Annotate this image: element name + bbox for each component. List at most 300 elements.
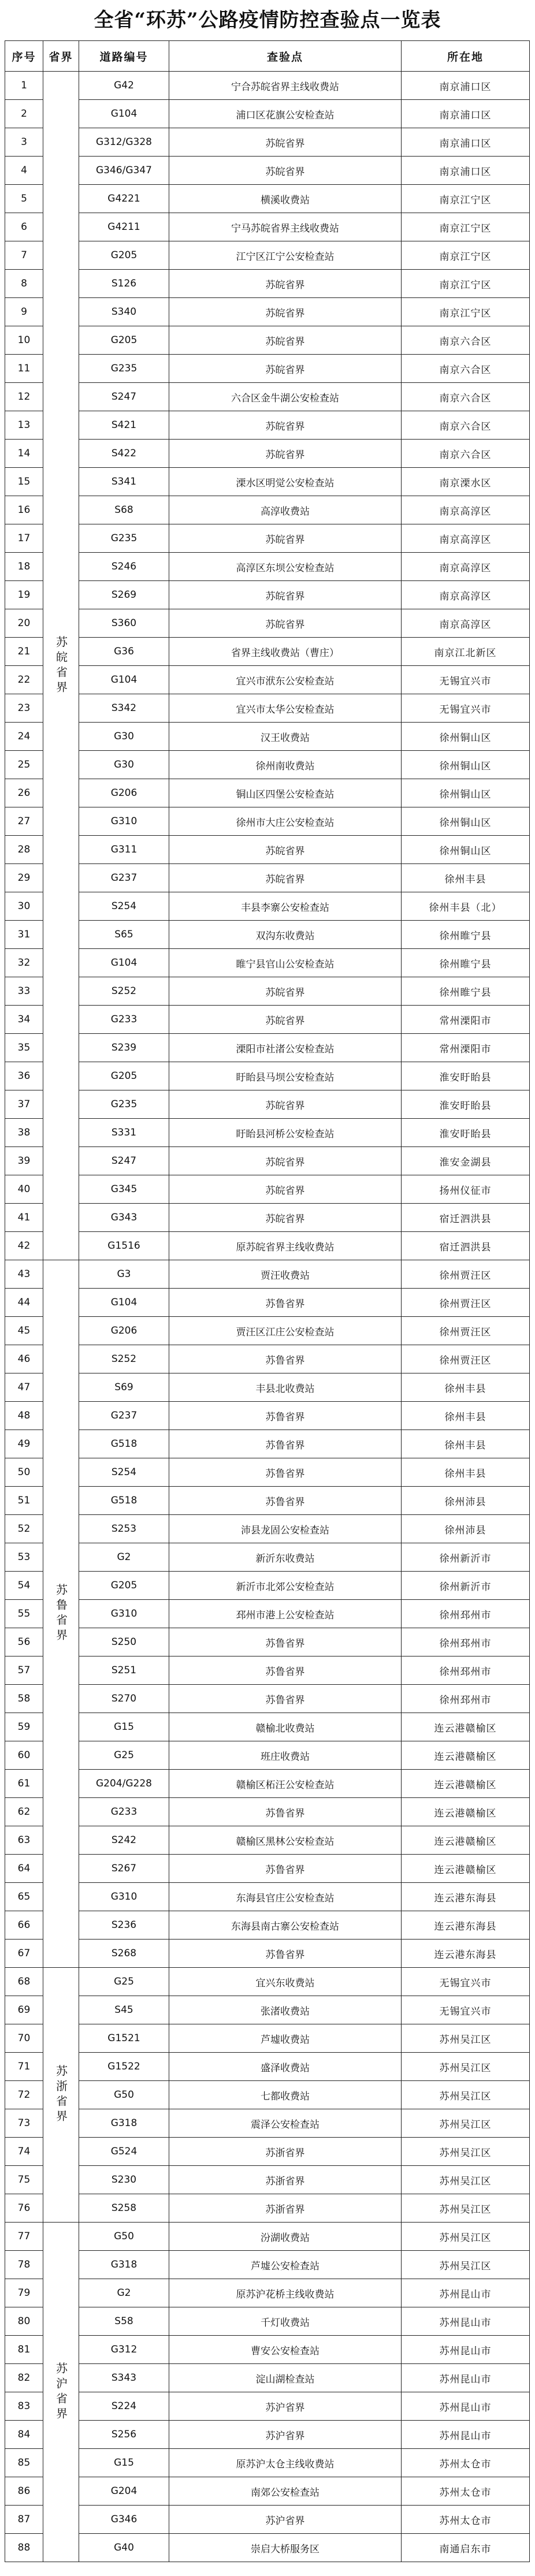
location-cell: 苏州太仓市 bbox=[402, 2506, 530, 2534]
table-row bbox=[5, 2307, 530, 2336]
table-row bbox=[5, 1713, 530, 1741]
location-cell: 苏州昆山市 bbox=[402, 2421, 530, 2449]
location-cell: 南京江宁区 bbox=[402, 298, 530, 326]
road-number-cell: S58 bbox=[79, 2307, 169, 2336]
road-number-cell: S230 bbox=[79, 2166, 169, 2194]
table-row bbox=[5, 581, 530, 609]
road-number-cell: S422 bbox=[79, 440, 169, 468]
checkpoint-cell: 芦墟收费站 bbox=[169, 2024, 402, 2053]
location-cell: 徐州新沂市 bbox=[402, 1543, 530, 1572]
location-cell: 苏州太仓市 bbox=[402, 2477, 530, 2506]
table-row bbox=[5, 1430, 530, 1458]
row-index: 38 bbox=[5, 1119, 43, 1147]
row-index: 23 bbox=[5, 694, 43, 723]
row-index: 56 bbox=[5, 1628, 43, 1656]
location-cell: 南京高淳区 bbox=[402, 581, 530, 609]
row-index: 2 bbox=[5, 100, 43, 128]
table-row bbox=[5, 1090, 530, 1119]
row-index: 57 bbox=[5, 1656, 43, 1685]
road-number-cell: S236 bbox=[79, 1911, 169, 1940]
row-index: 66 bbox=[5, 1911, 43, 1940]
checkpoint-cell: 苏浙省界 bbox=[169, 2166, 402, 2194]
row-index: 42 bbox=[5, 1232, 43, 1260]
road-number-cell: G36 bbox=[79, 638, 169, 666]
location-cell: 连云港赣榆区 bbox=[402, 1855, 530, 1883]
table-row bbox=[5, 2279, 530, 2307]
road-number-cell: G42 bbox=[79, 72, 169, 100]
location-cell: 徐州贾汪区 bbox=[402, 1289, 530, 1317]
checkpoint-cell: 徐州市大庄公安检查站 bbox=[169, 807, 402, 836]
location-cell: 连云港赣榆区 bbox=[402, 1713, 530, 1741]
checkpoint-cell: 苏皖省界 bbox=[169, 440, 402, 468]
location-cell: 南京江宁区 bbox=[402, 185, 530, 213]
road-number-cell: S68 bbox=[79, 496, 169, 524]
road-number-cell: G204/G228 bbox=[79, 1770, 169, 1798]
location-cell: 连云港赣榆区 bbox=[402, 1741, 530, 1770]
row-index: 63 bbox=[5, 1826, 43, 1855]
checkpoint-cell: 苏鲁省界 bbox=[169, 1402, 402, 1430]
table-row bbox=[5, 1175, 530, 1204]
location-cell: 徐州睢宁县 bbox=[402, 949, 530, 977]
checkpoint-cell: 七都收费站 bbox=[169, 2081, 402, 2109]
road-number-cell: S252 bbox=[79, 1345, 169, 1373]
row-index: 70 bbox=[5, 2024, 43, 2053]
row-index: 85 bbox=[5, 2449, 43, 2477]
location-cell: 常州溧阳市 bbox=[402, 1006, 530, 1034]
checkpoint-cell: 赣榆区黑林公安检查站 bbox=[169, 1826, 402, 1855]
location-cell: 徐州丰县 bbox=[402, 1430, 530, 1458]
checkpoint-cell: 沛县龙固公安检查站 bbox=[169, 1515, 402, 1543]
row-index: 74 bbox=[5, 2138, 43, 2166]
row-index: 10 bbox=[5, 326, 43, 355]
location-cell: 徐州铜山区 bbox=[402, 723, 530, 751]
road-number-cell: S343 bbox=[79, 2364, 169, 2392]
province-border-cell: 苏浙省界 bbox=[43, 1968, 79, 2223]
road-number-cell: G310 bbox=[79, 807, 169, 836]
row-index: 22 bbox=[5, 666, 43, 694]
location-cell: 徐州铜山区 bbox=[402, 807, 530, 836]
checkpoint-cell: 丰县北收费站 bbox=[169, 1373, 402, 1402]
row-index: 3 bbox=[5, 128, 43, 157]
road-number-cell: G237 bbox=[79, 1402, 169, 1430]
row-index: 78 bbox=[5, 2251, 43, 2279]
location-cell: 苏州昆山市 bbox=[402, 2307, 530, 2336]
checkpoint-cell: 苏皖省界 bbox=[169, 157, 402, 185]
checkpoint-cell: 溧阳市社渚公安检查站 bbox=[169, 1034, 402, 1062]
checkpoint-cell: 省界主线收费站（曹庄） bbox=[169, 638, 402, 666]
checkpoint-cell: 赣榆区柘汪公安检查站 bbox=[169, 1770, 402, 1798]
row-index: 82 bbox=[5, 2364, 43, 2392]
road-number-cell: G104 bbox=[79, 949, 169, 977]
checkpoint-cell: 高淳区东坝公安检查站 bbox=[169, 553, 402, 581]
row-index: 45 bbox=[5, 1317, 43, 1345]
location-cell: 苏州昆山市 bbox=[402, 2279, 530, 2307]
road-number-cell: S360 bbox=[79, 609, 169, 638]
checkpoint-cell: 苏沪省界 bbox=[169, 2392, 402, 2421]
table-row bbox=[5, 892, 530, 921]
road-number-cell: G25 bbox=[79, 1968, 169, 1996]
table-row bbox=[5, 949, 530, 977]
road-number-cell: G204 bbox=[79, 2477, 169, 2506]
row-index: 44 bbox=[5, 1289, 43, 1317]
road-number-cell: G318 bbox=[79, 2109, 169, 2138]
checkpoint-cell: 邳州市港上公安检查站 bbox=[169, 1600, 402, 1628]
road-number-cell: S254 bbox=[79, 1458, 169, 1487]
location-cell: 南京浦口区 bbox=[402, 128, 530, 157]
row-index: 21 bbox=[5, 638, 43, 666]
road-number-cell: S269 bbox=[79, 581, 169, 609]
row-index: 55 bbox=[5, 1600, 43, 1628]
road-number-cell: G206 bbox=[79, 1317, 169, 1345]
checkpoint-cell: 苏皖省界 bbox=[169, 524, 402, 553]
row-index: 68 bbox=[5, 1968, 43, 1996]
road-number-cell: S267 bbox=[79, 1855, 169, 1883]
road-number-cell: G524 bbox=[79, 2138, 169, 2166]
road-number-cell: G346 bbox=[79, 2506, 169, 2534]
row-index: 61 bbox=[5, 1770, 43, 1798]
checkpoint-cell: 苏沪省界 bbox=[169, 2506, 402, 2534]
road-number-cell: G518 bbox=[79, 1430, 169, 1458]
table-row bbox=[5, 2449, 530, 2477]
road-number-cell: S239 bbox=[79, 1034, 169, 1062]
checkpoint-cell: 苏鲁省界 bbox=[169, 1487, 402, 1515]
table-row bbox=[5, 723, 530, 751]
table-row bbox=[5, 864, 530, 892]
table-row bbox=[5, 2166, 530, 2194]
table-row bbox=[5, 2053, 530, 2081]
checkpoint-cell: 宜兴市洑东公安检查站 bbox=[169, 666, 402, 694]
location-cell: 连云港赣榆区 bbox=[402, 1770, 530, 1798]
road-number-cell: G205 bbox=[79, 241, 169, 270]
checkpoint-cell: 苏鲁省界 bbox=[169, 1458, 402, 1487]
table-row bbox=[5, 355, 530, 383]
table-row bbox=[5, 1515, 530, 1543]
checkpoint-cell: 淀山湖检查站 bbox=[169, 2364, 402, 2392]
table-row bbox=[5, 2506, 530, 2534]
checkpoint-cell: 六合区金牛湖公安检查站 bbox=[169, 383, 402, 411]
table-row bbox=[5, 185, 530, 213]
road-number-cell: G318 bbox=[79, 2251, 169, 2279]
location-cell: 南京六合区 bbox=[402, 326, 530, 355]
road-number-cell: G235 bbox=[79, 355, 169, 383]
row-index: 40 bbox=[5, 1175, 43, 1204]
location-cell: 南京高淳区 bbox=[402, 553, 530, 581]
location-cell: 苏州太仓市 bbox=[402, 2449, 530, 2477]
checkpoint-cell: 宁马苏皖省界主线收费站 bbox=[169, 213, 402, 241]
location-cell: 徐州邳州市 bbox=[402, 1656, 530, 1685]
row-index: 17 bbox=[5, 524, 43, 553]
province-border-cell: 苏鲁省界 bbox=[43, 1260, 79, 1968]
road-number-cell: G311 bbox=[79, 836, 169, 864]
checkpoint-cell: 苏皖省界 bbox=[169, 581, 402, 609]
table-row bbox=[5, 1572, 530, 1600]
road-number-cell: G4211 bbox=[79, 213, 169, 241]
checkpoint-cell: 苏浙省界 bbox=[169, 2138, 402, 2166]
road-number-cell: G2 bbox=[79, 2279, 169, 2307]
road-number-cell: S331 bbox=[79, 1119, 169, 1147]
location-cell: 无锡宜兴市 bbox=[402, 694, 530, 723]
table-row bbox=[5, 1883, 530, 1911]
checkpoint-cell: 苏皖省界 bbox=[169, 326, 402, 355]
road-number-cell: G1521 bbox=[79, 2024, 169, 2053]
table-row bbox=[5, 1204, 530, 1232]
row-index: 47 bbox=[5, 1373, 43, 1402]
checkpoint-cell: 苏皖省界 bbox=[169, 836, 402, 864]
location-cell: 徐州邳州市 bbox=[402, 1628, 530, 1656]
row-index: 86 bbox=[5, 2477, 43, 2506]
table-row bbox=[5, 553, 530, 581]
row-index: 5 bbox=[5, 185, 43, 213]
checkpoint-cell: 苏鲁省界 bbox=[169, 1940, 402, 1968]
location-cell: 苏州昆山市 bbox=[402, 2392, 530, 2421]
row-index: 25 bbox=[5, 751, 43, 779]
checkpoint-cell: 江宁区江宁公安检查站 bbox=[169, 241, 402, 270]
road-number-cell: S69 bbox=[79, 1373, 169, 1402]
row-index: 60 bbox=[5, 1741, 43, 1770]
row-index: 15 bbox=[5, 468, 43, 496]
location-cell: 淮安盱眙县 bbox=[402, 1119, 530, 1147]
table-row bbox=[5, 807, 530, 836]
checkpoint-cell: 崇启大桥服务区 bbox=[169, 2534, 402, 2562]
table-row bbox=[5, 496, 530, 524]
checkpoint-cell: 苏皖省界 bbox=[169, 1006, 402, 1034]
location-cell: 连云港东海县 bbox=[402, 1940, 530, 1968]
table-row bbox=[5, 100, 530, 128]
table-row bbox=[5, 694, 530, 723]
table-row bbox=[5, 1911, 530, 1940]
road-number-cell: S224 bbox=[79, 2392, 169, 2421]
road-number-cell: G30 bbox=[79, 751, 169, 779]
row-index: 67 bbox=[5, 1940, 43, 1968]
road-number-cell: S268 bbox=[79, 1940, 169, 1968]
location-cell: 连云港东海县 bbox=[402, 1911, 530, 1940]
row-index: 8 bbox=[5, 270, 43, 298]
table-row bbox=[5, 1458, 530, 1487]
table-row bbox=[5, 2138, 530, 2166]
road-number-cell: G4221 bbox=[79, 185, 169, 213]
checkpoint-cell: 盱眙县马坝公安检查站 bbox=[169, 1062, 402, 1090]
road-number-cell: S254 bbox=[79, 892, 169, 921]
table-row bbox=[5, 1685, 530, 1713]
row-index: 19 bbox=[5, 581, 43, 609]
row-index: 62 bbox=[5, 1798, 43, 1826]
table-row bbox=[5, 1798, 530, 1826]
location-cell: 南京溧水区 bbox=[402, 468, 530, 496]
location-cell: 苏州吴江区 bbox=[402, 2024, 530, 2053]
location-cell: 徐州丰县 bbox=[402, 1373, 530, 1402]
road-number-cell: G312/G328 bbox=[79, 128, 169, 157]
row-index: 59 bbox=[5, 1713, 43, 1741]
road-number-cell: G205 bbox=[79, 1062, 169, 1090]
road-number-cell: G1522 bbox=[79, 2053, 169, 2081]
table-row bbox=[5, 298, 530, 326]
row-index: 12 bbox=[5, 383, 43, 411]
checkpoint-cell: 苏鲁省界 bbox=[169, 1345, 402, 1373]
location-cell: 南京六合区 bbox=[402, 440, 530, 468]
table-row bbox=[5, 1006, 530, 1034]
table-row bbox=[5, 1317, 530, 1345]
checkpoint-cell: 新沂东收费站 bbox=[169, 1543, 402, 1572]
road-number-cell: G3 bbox=[79, 1260, 169, 1289]
row-index: 53 bbox=[5, 1543, 43, 1572]
table-row bbox=[5, 1543, 530, 1572]
table-header-row bbox=[5, 41, 530, 72]
table-row bbox=[5, 666, 530, 694]
table-row bbox=[5, 2336, 530, 2364]
checkpoint-cell: 苏皖省界 bbox=[169, 609, 402, 638]
table-body bbox=[5, 72, 530, 2562]
row-index: 75 bbox=[5, 2166, 43, 2194]
checkpoint-cell: 睢宁县官山公安检查站 bbox=[169, 949, 402, 977]
location-cell: 苏州吴江区 bbox=[402, 2053, 530, 2081]
checkpoint-cell: 苏皖省界 bbox=[169, 1204, 402, 1232]
table-row bbox=[5, 1968, 530, 1996]
location-cell: 淮安盱眙县 bbox=[402, 1090, 530, 1119]
row-index: 18 bbox=[5, 553, 43, 581]
road-number-cell: S247 bbox=[79, 383, 169, 411]
road-number-cell: S258 bbox=[79, 2194, 169, 2223]
checkpoint-cell: 贾汪区江庄公安检查站 bbox=[169, 1317, 402, 1345]
table-row bbox=[5, 1600, 530, 1628]
location-cell: 苏州吴江区 bbox=[402, 2223, 530, 2251]
table-row bbox=[5, 638, 530, 666]
table-row bbox=[5, 836, 530, 864]
location-cell: 南京六合区 bbox=[402, 411, 530, 440]
road-number-cell: G104 bbox=[79, 1289, 169, 1317]
row-index: 7 bbox=[5, 241, 43, 270]
location-cell: 徐州铜山区 bbox=[402, 836, 530, 864]
checkpoint-cell: 苏皖省界 bbox=[169, 1175, 402, 1204]
row-index: 11 bbox=[5, 355, 43, 383]
road-number-cell: G345 bbox=[79, 1175, 169, 1204]
row-index: 32 bbox=[5, 949, 43, 977]
row-index: 49 bbox=[5, 1430, 43, 1458]
row-index: 29 bbox=[5, 864, 43, 892]
location-cell: 徐州贾汪区 bbox=[402, 1317, 530, 1345]
location-cell: 宿迁泗洪县 bbox=[402, 1204, 530, 1232]
checkpoint-cell: 原苏沪太仓主线收费站 bbox=[169, 2449, 402, 2477]
checkpoint-cell: 浦口区花旗公安检查站 bbox=[169, 100, 402, 128]
row-index: 76 bbox=[5, 2194, 43, 2223]
table-row bbox=[5, 1826, 530, 1855]
location-cell: 徐州丰县 bbox=[402, 1402, 530, 1430]
road-number-cell: G104 bbox=[79, 666, 169, 694]
row-index: 51 bbox=[5, 1487, 43, 1515]
road-number-cell: S251 bbox=[79, 1656, 169, 1685]
location-cell: 徐州邳州市 bbox=[402, 1685, 530, 1713]
checkpoint-cell: 苏皖省界 bbox=[169, 128, 402, 157]
location-cell: 徐州沛县 bbox=[402, 1515, 530, 1543]
table-row bbox=[5, 609, 530, 638]
table-row bbox=[5, 1770, 530, 1798]
header-location: 所在地 bbox=[402, 41, 530, 72]
road-number-cell: S256 bbox=[79, 2421, 169, 2449]
row-index: 28 bbox=[5, 836, 43, 864]
row-index: 72 bbox=[5, 2081, 43, 2109]
road-number-cell: S126 bbox=[79, 270, 169, 298]
road-number-cell: S342 bbox=[79, 694, 169, 723]
location-cell: 宿迁泗洪县 bbox=[402, 1232, 530, 1260]
location-cell: 苏州昆山市 bbox=[402, 2364, 530, 2392]
road-number-cell: G25 bbox=[79, 1741, 169, 1770]
location-cell: 南京浦口区 bbox=[402, 157, 530, 185]
location-cell: 连云港赣榆区 bbox=[402, 1798, 530, 1826]
checkpoint-cell: 曹安公安检查站 bbox=[169, 2336, 402, 2364]
checkpoint-cell: 宜兴东收费站 bbox=[169, 1968, 402, 1996]
checkpoint-cell: 贾汪收费站 bbox=[169, 1260, 402, 1289]
row-index: 81 bbox=[5, 2336, 43, 2364]
table-row bbox=[5, 2194, 530, 2223]
road-number-cell: G104 bbox=[79, 100, 169, 128]
row-index: 27 bbox=[5, 807, 43, 836]
location-cell: 淮安盱眙县 bbox=[402, 1062, 530, 1090]
row-index: 16 bbox=[5, 496, 43, 524]
location-cell: 徐州睢宁县 bbox=[402, 977, 530, 1006]
checkpoint-cell: 芦墟公安检查站 bbox=[169, 2251, 402, 2279]
checkpoint-cell: 苏皖省界 bbox=[169, 864, 402, 892]
row-index: 13 bbox=[5, 411, 43, 440]
table-row bbox=[5, 1940, 530, 1968]
location-cell: 扬州仪征市 bbox=[402, 1175, 530, 1204]
header-checkpoint: 查验点 bbox=[169, 41, 402, 72]
location-cell: 徐州丰县 bbox=[402, 1458, 530, 1487]
table-row bbox=[5, 2421, 530, 2449]
location-cell: 苏州吴江区 bbox=[402, 2194, 530, 2223]
table-row bbox=[5, 411, 530, 440]
road-number-cell: G310 bbox=[79, 1883, 169, 1911]
row-index: 33 bbox=[5, 977, 43, 1006]
row-index: 50 bbox=[5, 1458, 43, 1487]
table-row bbox=[5, 1487, 530, 1515]
table-row bbox=[5, 1741, 530, 1770]
table-row bbox=[5, 2109, 530, 2138]
row-index: 36 bbox=[5, 1062, 43, 1090]
location-cell: 南京江宁区 bbox=[402, 241, 530, 270]
road-number-cell: S247 bbox=[79, 1147, 169, 1175]
table-row bbox=[5, 524, 530, 553]
table-row bbox=[5, 270, 530, 298]
road-number-cell: G346/G347 bbox=[79, 157, 169, 185]
road-number-cell: G50 bbox=[79, 2223, 169, 2251]
row-index: 6 bbox=[5, 213, 43, 241]
table-row bbox=[5, 2364, 530, 2392]
table-row bbox=[5, 157, 530, 185]
road-number-cell: G206 bbox=[79, 779, 169, 807]
road-number-cell: G235 bbox=[79, 1090, 169, 1119]
row-index: 77 bbox=[5, 2223, 43, 2251]
road-number-cell: S341 bbox=[79, 468, 169, 496]
row-index: 14 bbox=[5, 440, 43, 468]
table-row bbox=[5, 72, 530, 100]
row-index: 9 bbox=[5, 298, 43, 326]
checkpoint-cell: 原苏皖省界主线收费站 bbox=[169, 1232, 402, 1260]
checkpoint-cell: 徐州南收费站 bbox=[169, 751, 402, 779]
location-cell: 南京六合区 bbox=[402, 355, 530, 383]
row-index: 31 bbox=[5, 921, 43, 949]
checkpoint-cell: 横溪收费站 bbox=[169, 185, 402, 213]
table-row bbox=[5, 1855, 530, 1883]
row-index: 1 bbox=[5, 72, 43, 100]
table-row bbox=[5, 1062, 530, 1090]
checkpoint-cell: 班庄收费站 bbox=[169, 1741, 402, 1770]
road-number-cell: G233 bbox=[79, 1798, 169, 1826]
page-title: 全省“环苏”公路疫情防控查验点一览表 bbox=[94, 9, 441, 32]
checkpoint-cell: 高淳收费站 bbox=[169, 496, 402, 524]
road-number-cell: S65 bbox=[79, 921, 169, 949]
checkpoint-cell: 苏浙省界 bbox=[169, 2194, 402, 2223]
row-index: 71 bbox=[5, 2053, 43, 2081]
table-row bbox=[5, 779, 530, 807]
